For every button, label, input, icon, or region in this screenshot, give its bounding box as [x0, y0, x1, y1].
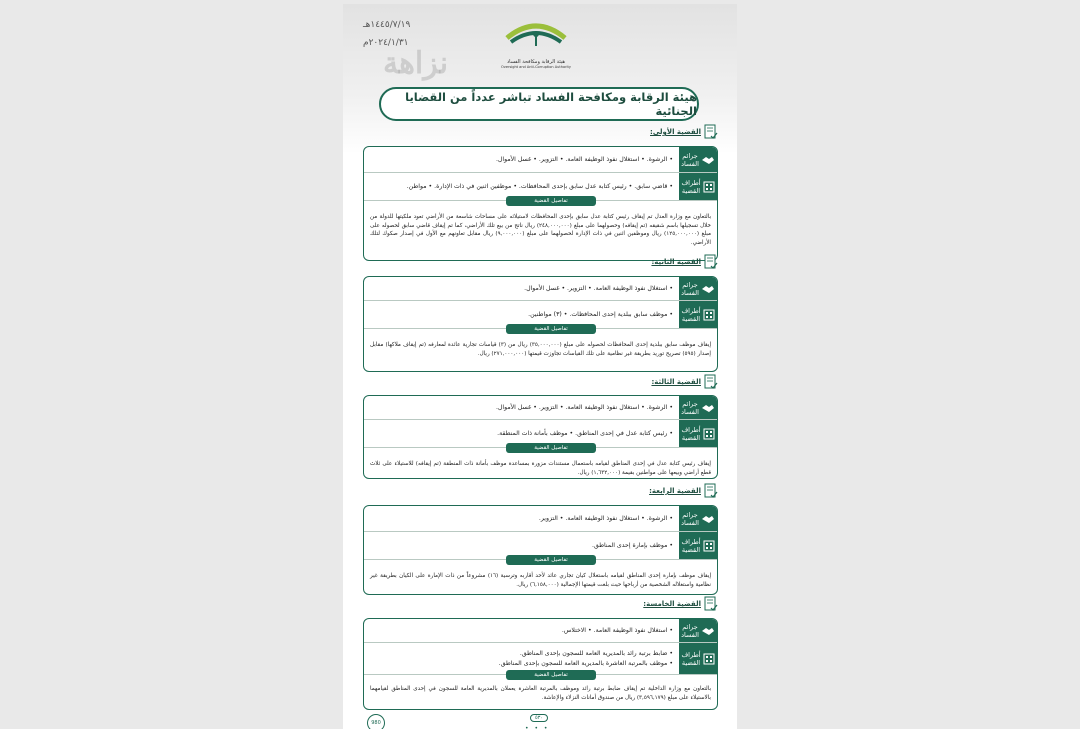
parties-tag-label: أطراف القضية — [681, 425, 701, 442]
document-check-icon — [704, 124, 718, 140]
party-line: • موظف بالمرتبة العاشرة بالمديرية العامة للسجون بإحدى المناطق. — [498, 659, 673, 667]
party-line: • ضابط برتبة رائد بالمديرية العامة للسجون بإحدى المناطق. — [519, 649, 673, 657]
case-label-text: القضية الرابعة: — [649, 487, 701, 495]
document-check-icon — [704, 374, 718, 390]
case-label — [651, 254, 718, 270]
document-check-icon — [704, 483, 718, 499]
parties-tag — [679, 301, 717, 328]
building-icon — [703, 181, 715, 193]
nazaha-logo — [501, 12, 571, 82]
case-box — [363, 395, 718, 479]
parties-tag-label: أطراف القضية — [681, 650, 701, 667]
case-box — [363, 505, 718, 595]
crimes-tag-label: جرائم الفساد — [681, 622, 699, 639]
document-check-icon — [704, 596, 718, 612]
crimes-value: • استغلال نفوذ الوظيفة العامة. • الاختلاس. — [561, 626, 673, 634]
case-block — [363, 598, 718, 710]
footer-dots: • • • — [525, 725, 550, 729]
details-text: إيقاف رئيس كتابة عدل في إحدى المناطق لقيامه باستعمال مستندات مزورة بمساعدة موظف بأمانة ذات المنطقة (تم إيقافه) للاستيلاء على ثلاث قطع أراضي وبيعها على مواطنين بقيمة (١,٦٣٢,٠٠٠) ريال. — [370, 461, 711, 476]
crimes-tag — [679, 506, 717, 531]
document-check-icon — [704, 254, 718, 270]
case-label — [643, 596, 718, 612]
header-bg-watermark: نزاهة — [383, 46, 449, 81]
case-label-text: القضية الثالثة: — [651, 378, 701, 386]
crimes-text — [364, 396, 679, 419]
case-block — [363, 376, 718, 479]
logo-emblem — [503, 12, 569, 58]
header — [343, 4, 737, 94]
logo-english-name: Oversight and Anti-Corruption Authority — [501, 65, 571, 69]
handshake-icon — [701, 283, 715, 295]
crimes-text — [364, 619, 679, 642]
crimes-value: • استغلال نفوذ الوظيفة العامة. • التزوير. • غسل الأموال. — [524, 284, 673, 292]
case-block — [363, 485, 718, 595]
date-hijri: ١٤٤٥/٧/١٩هـ — [363, 20, 411, 30]
building-icon — [703, 653, 715, 665]
crimes-tag — [679, 396, 717, 419]
parties-tag — [679, 173, 717, 200]
crimes-tag-label: جرائم الفساد — [681, 280, 699, 297]
parties-tag — [679, 420, 717, 447]
details-pill: تفاصيل القضية — [506, 443, 596, 453]
crimes-row — [364, 619, 717, 643]
party-line: • قاضي سابق. • رئيس كتابة عدل سابق بإحدى المحافظات. • موظفين اثنين في ذات الإدارة. • مواطن. — [406, 182, 673, 190]
crimes-row — [364, 506, 717, 532]
case-block — [363, 256, 718, 372]
details-text: إيقاف موظف سابق ببلدية إحدى المحافظات لحصوله على مبلغ (٣٥,٠٠٠,٠٠٠) ريال من (٣) قياسات تجارية عائدة لمعارفه (تم إيقاف ملاكها) مقابل إصدار (٥٩٥) تصريح توريد بطريقة غير نظامية على تلك القياسات تجاوزت قيمتها (٢٧١,٠٠٠,٠٠٠) ريال. — [370, 342, 712, 357]
case-label-text: القضية الثانية: — [651, 258, 701, 266]
case-label-text: القضية الخامسة: — [643, 600, 701, 608]
parties-tag-label: أطراف القضية — [681, 306, 701, 323]
details-pill: تفاصيل القضية — [506, 555, 596, 565]
phone-badge: 980 — [367, 714, 385, 729]
case-label-text: القضية الأولى: — [650, 128, 701, 136]
parties-tag-label: أطراف القضية — [681, 537, 701, 554]
date-gregorian: ٢٠٢٤/١/٣١م — [363, 38, 409, 48]
page-title: هيئة الرقابة ومكافحة الفساد تباشر عدداً من القضايا الجنائية — [379, 87, 699, 121]
crimes-value: • الرشوة. • استغلال نفوذ الوظيفة العامة. • التزوير. • غسل الأموال. — [495, 155, 673, 163]
building-icon — [703, 540, 715, 552]
header-dates — [363, 16, 410, 52]
details-pill: تفاصيل القضية — [506, 670, 596, 680]
case-box — [363, 276, 718, 372]
crimes-value: • الرشوة. • استغلال نفوذ الوظيفة العامة. • التزوير. • غسل الأموال. — [495, 403, 673, 411]
document-page — [343, 4, 737, 729]
details-text: بالتعاون مع وزارة العدل تم إيقاف رئيس كتابة عدل سابق بإحدى المحافظات لاستيلائه على مساحات شاسعة من الأراضي تعود ملكيتها للدولة من خلال تسجيلها باسم شقيقه (تم إيقافه) وحصولهما على مبلغ (٢٤٨,٠٠٠,٠٠٠) ريال ناتج من بيع تلك الأراضي، كما تم إيقاف قاضي سابق لحصوله على مبلغ (١٢٥,٠٠٠,٠٠٠) ريال وموظفين اثنين في ذات الإدارة لحصولهما على مبلغ (٩,٠٠٠,٠٠٠) ريال مقابل تعاونهم مع الأول في إصدار صكوك لتلك الأراضي. — [370, 214, 711, 246]
parties-tag-label: أطراف القضية — [681, 178, 701, 195]
case-block — [363, 126, 718, 261]
details-text: إيقاف موظف بإمارة إحدى المناطق لقيامه باستغلال كيان تجاري عائد لأحد أقاربه وترسية (١٦) مشروعاً من ذات الإمارة على الكيان بطريقة غير نظامية واستغلاله الشخصية من أرباحها حيث بلغت قيمتها الإجمالية (٦,١٥٨,٠٠٠) ريال. — [370, 573, 711, 588]
crimes-text — [364, 147, 679, 172]
case-box — [363, 146, 718, 261]
page-badge: ٥٣٠ — [530, 714, 548, 722]
handshake-icon — [701, 513, 715, 525]
details-pill: تفاصيل القضية — [506, 324, 596, 334]
details-text: بالتعاون مع وزارة الداخلية تم إيقاف ضابط برتبة رائد وموظف بالمرتبة العاشرة يعملان بالمديرية العامة للسجون في إحدى المناطق لقيامهما بالاستيلاء على مبلغ (٣,٥٩٦,١٧٩) ريال من صندوق أمانات النزلاء والإعاشة. — [370, 686, 711, 701]
crimes-tag — [679, 147, 717, 172]
crimes-text — [364, 506, 679, 531]
case-label — [649, 483, 718, 499]
crimes-value: • الرشوة. • استغلال نفوذ الوظيفة العامة. • التزوير. — [538, 514, 673, 522]
crimes-tag — [679, 277, 717, 300]
party-line: • رئيس كتابة عدل في إحدى المناطق. • موظف بأمانة ذات المنطقة. — [497, 429, 673, 437]
crimes-row — [364, 277, 717, 301]
crimes-row — [364, 396, 717, 420]
logo-arabic-name: هيئة الرقابة ومكافحة الفساد — [506, 59, 566, 65]
crimes-text — [364, 277, 679, 300]
crimes-row — [364, 147, 717, 173]
case-box — [363, 618, 718, 710]
crimes-tag-label: جرائم الفساد — [681, 399, 699, 416]
handshake-icon — [701, 625, 715, 637]
details-pill: تفاصيل القضية — [506, 196, 596, 206]
crimes-tag — [679, 619, 717, 642]
handshake-icon — [701, 402, 715, 414]
case-label — [651, 374, 718, 390]
building-icon — [703, 309, 715, 321]
crimes-tag-label: جرائم الفساد — [681, 510, 699, 527]
building-icon — [703, 428, 715, 440]
handshake-icon — [701, 154, 715, 166]
party-line: • موظف سابق ببلدية إحدى المحافظات. • (٣) مواطنين. — [528, 310, 673, 318]
case-label — [650, 124, 718, 140]
party-line: • موظف بإمارة إحدى المناطق. — [591, 541, 673, 549]
parties-tag — [679, 532, 717, 559]
parties-tag — [679, 643, 717, 674]
crimes-tag-label: جرائم الفساد — [681, 151, 699, 168]
